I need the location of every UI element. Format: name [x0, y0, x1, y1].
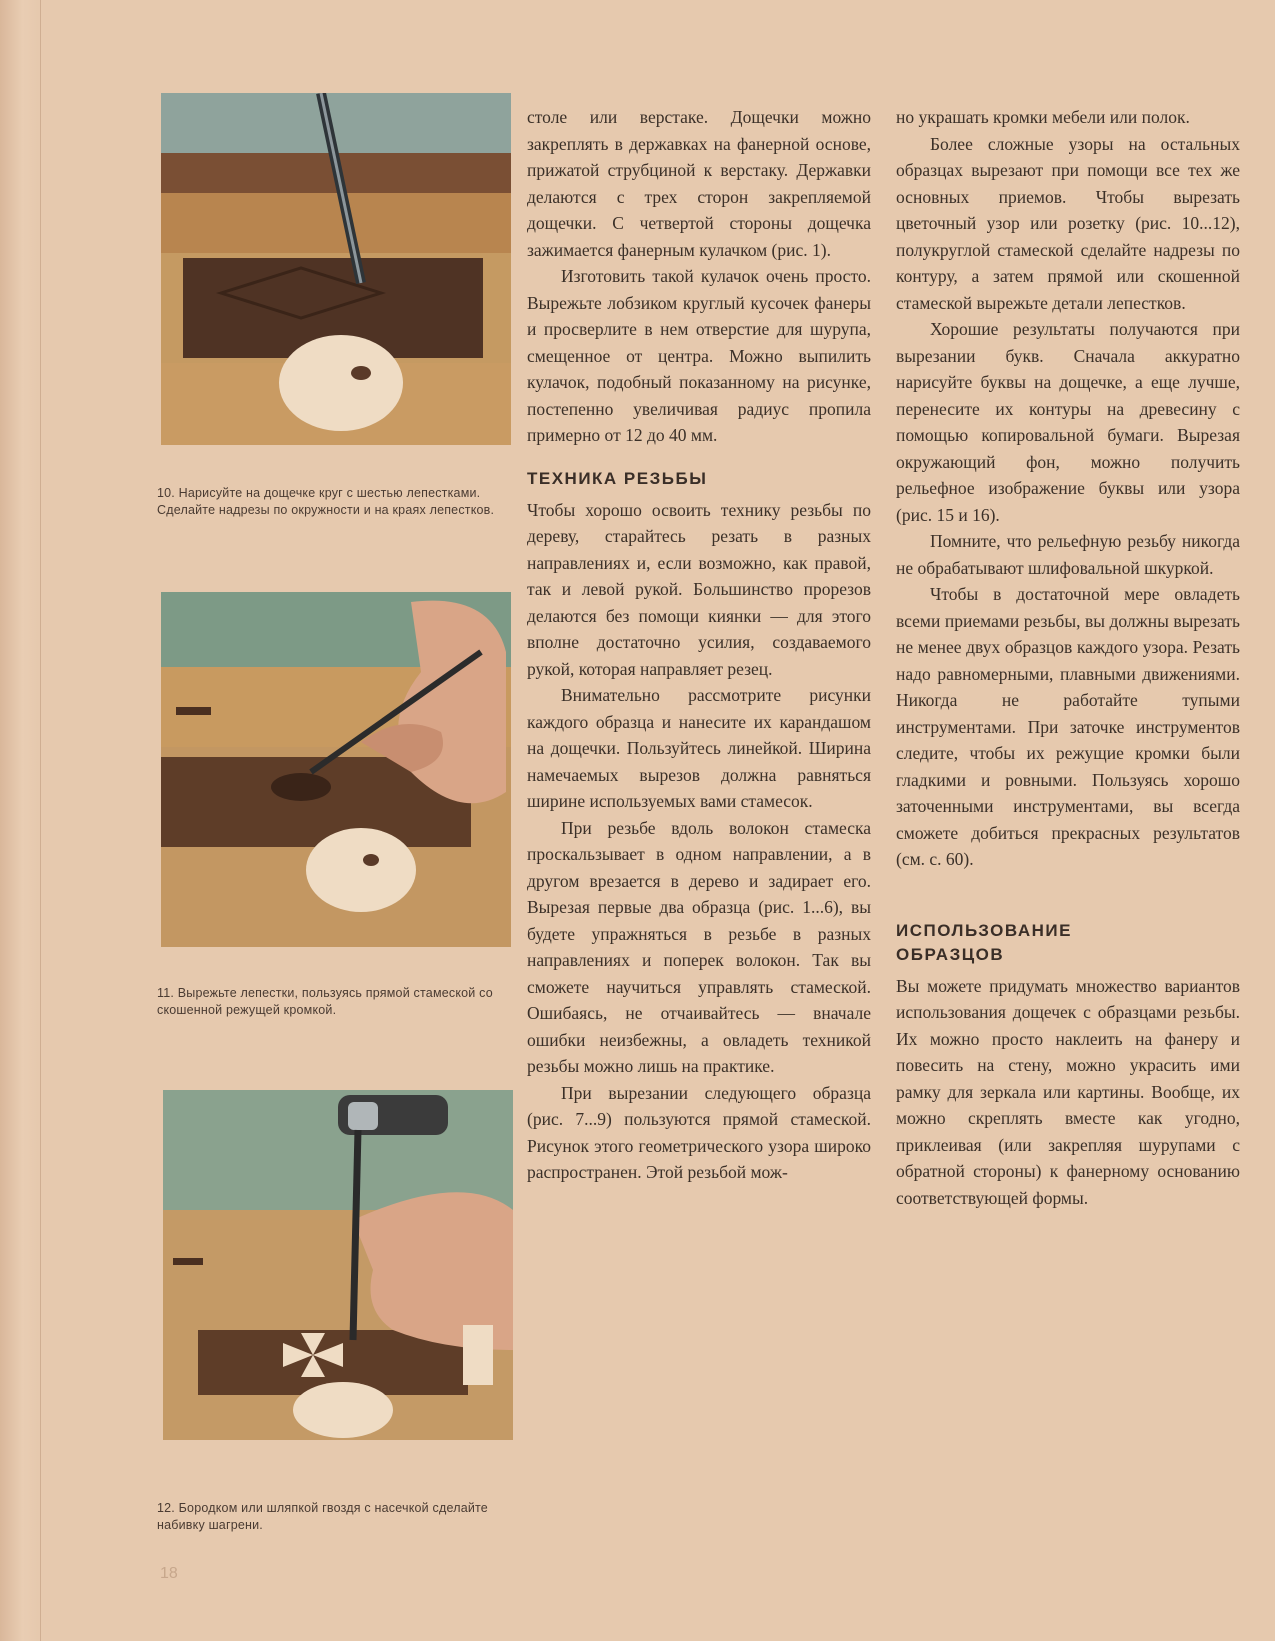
paragraph: Помните, что рельефную резьбу никогда не обрабатывают шлифовальной шкуркой.	[896, 531, 1240, 578]
figure-caption-11: 11. Вырежьте лепестки, пользуясь прямой стамеской со скошенной режущей кромкой.	[157, 986, 493, 1017]
paragraph: При вырезании следующего образца (рис. 7...9) пользуются прямой стамеской. Рисунок этого геометрического узора широко распространен. Этой резьбой мож-	[527, 1082, 871, 1182]
section-heading-usage: ИСПОЛЬЗОВАНИЕ ОБРАЗЦОВ	[896, 920, 1072, 964]
paragraph: Чтобы хорошо освоить технику резьбы по дереву, старайтесь резать в разных направлениях и, если возможно, как правой, так и левой рукой. Большинство прорезов делаются без помощи киянки — для этого вполне достаточно усилия, создаваемого рукой, которая направляет резец.	[527, 499, 871, 679]
text-column-right	[896, 104, 1240, 1211]
figure-caption-10: 10. Нарисуйте на дощечке круг с шестью лепестками. Сделайте надрезы по окружности и на краях лепестков.	[157, 486, 495, 517]
paragraph: Изготовить такой кулачок очень просто. Вырежьте лобзиком круглый кусочек фанеры и просверлите в нем отверстие для шурупа, смещенное от центра. Можно выпилить кулачок, подобный показанному на рисунке, постепенно увеличивая радиус пропила примерно от 12 до 40 мм.	[527, 266, 871, 445]
section-heading-technique: ТЕХНИКА РЕЗЬБЫ	[527, 468, 708, 488]
paragraph: При резьбе вдоль волокон стамеска проскальзывает в одном направлении, а в другом врезается в дерево и задирает его. Вырезая первые два образца (рис. 1...6), вы будете упражняться в резьбе в разных направлениях и поперек волокон. Так вы сможете научиться управлять стамеской. Ошибаясь, не отчаивайтесь — вначале ошибки неизбежны, а овладеть техникой резьбы можно лишь на практике.	[527, 817, 871, 1076]
figure-caption-12: 12. Бородком или шляпкой гвоздя с насечкой сделайте набивку шагрени.	[157, 1501, 488, 1532]
paragraph: столе или верстаке. Дощечки можно закреплять в державках на фанерной основе, прижатой струбциной к верстаку. Державки делаются с трех сторон закрепляемой дощечки. С четвертой стороны дощечка зажимается фанерным кулачком (рис. 1).	[527, 107, 871, 260]
paragraph: Вы можете придумать множество вариантов использования дощечек с образцами резьбы. Их можно просто наклеить на фанеру и повесить на стену, можно украсить ими рамку для зеркала или картины. Вообще, их можно скреплять вместе как угодно, приклеивая (или закрепляя шурупами с обратной стороны) к фанерному основанию соответствующей формы.	[896, 975, 1240, 1208]
page-edge	[0, 0, 38, 1641]
paragraph: Хорошие результаты получаются при вырезании букв. Сначала аккуратно нарисуйте буквы на дощечке, а еще лучше, перенесите их контуры на древесину с помощью копировальной бумаги. Вырезая окружающий фон, можно получить рельефное изображение буквы или узора (рис. 15 и 16).	[896, 319, 1240, 525]
photo-figure-11	[161, 592, 511, 947]
photo-figure-12	[163, 1090, 513, 1440]
paragraph: но украшать кромки мебели или полок.	[896, 107, 1190, 127]
page-number: 18	[160, 1565, 178, 1582]
paragraph: Чтобы в достаточной мере овладеть всеми приемами резьбы, вы должны вырезать не менее двух образцов каждого узора. Резать надо равномерными, плавными движениями. Никогда не работайте тупыми инструментами. При заточке инструментов следите, чтобы их режущие кромки были гладкими и ровными. Пользуясь хорошо заточенными инструментами, вы всегда сможете добиться прекрасных результатов (см. с. 60).	[896, 584, 1240, 869]
page-fold-line	[40, 0, 41, 1641]
paragraph: Более сложные узоры на остальных образцах вырезают при помощи все тех же основных приемов. Чтобы вырезать цветочный узор или розетку (рис. 10...12), полукруглой стамеской сделайте надрезы по контуру, а затем прямой или скошенной стамеской вырежьте детали лепестков.	[896, 133, 1240, 313]
text-column-middle	[527, 104, 871, 1186]
paragraph: Внимательно рассмотрите рисунки каждого образца и нанесите их карандашом на дощечки. Пользуйтесь линейкой. Ширина намечаемых вырезов должна равняться ширине используемых вами стамесок.	[527, 685, 871, 811]
photo-figure-10	[161, 93, 511, 445]
